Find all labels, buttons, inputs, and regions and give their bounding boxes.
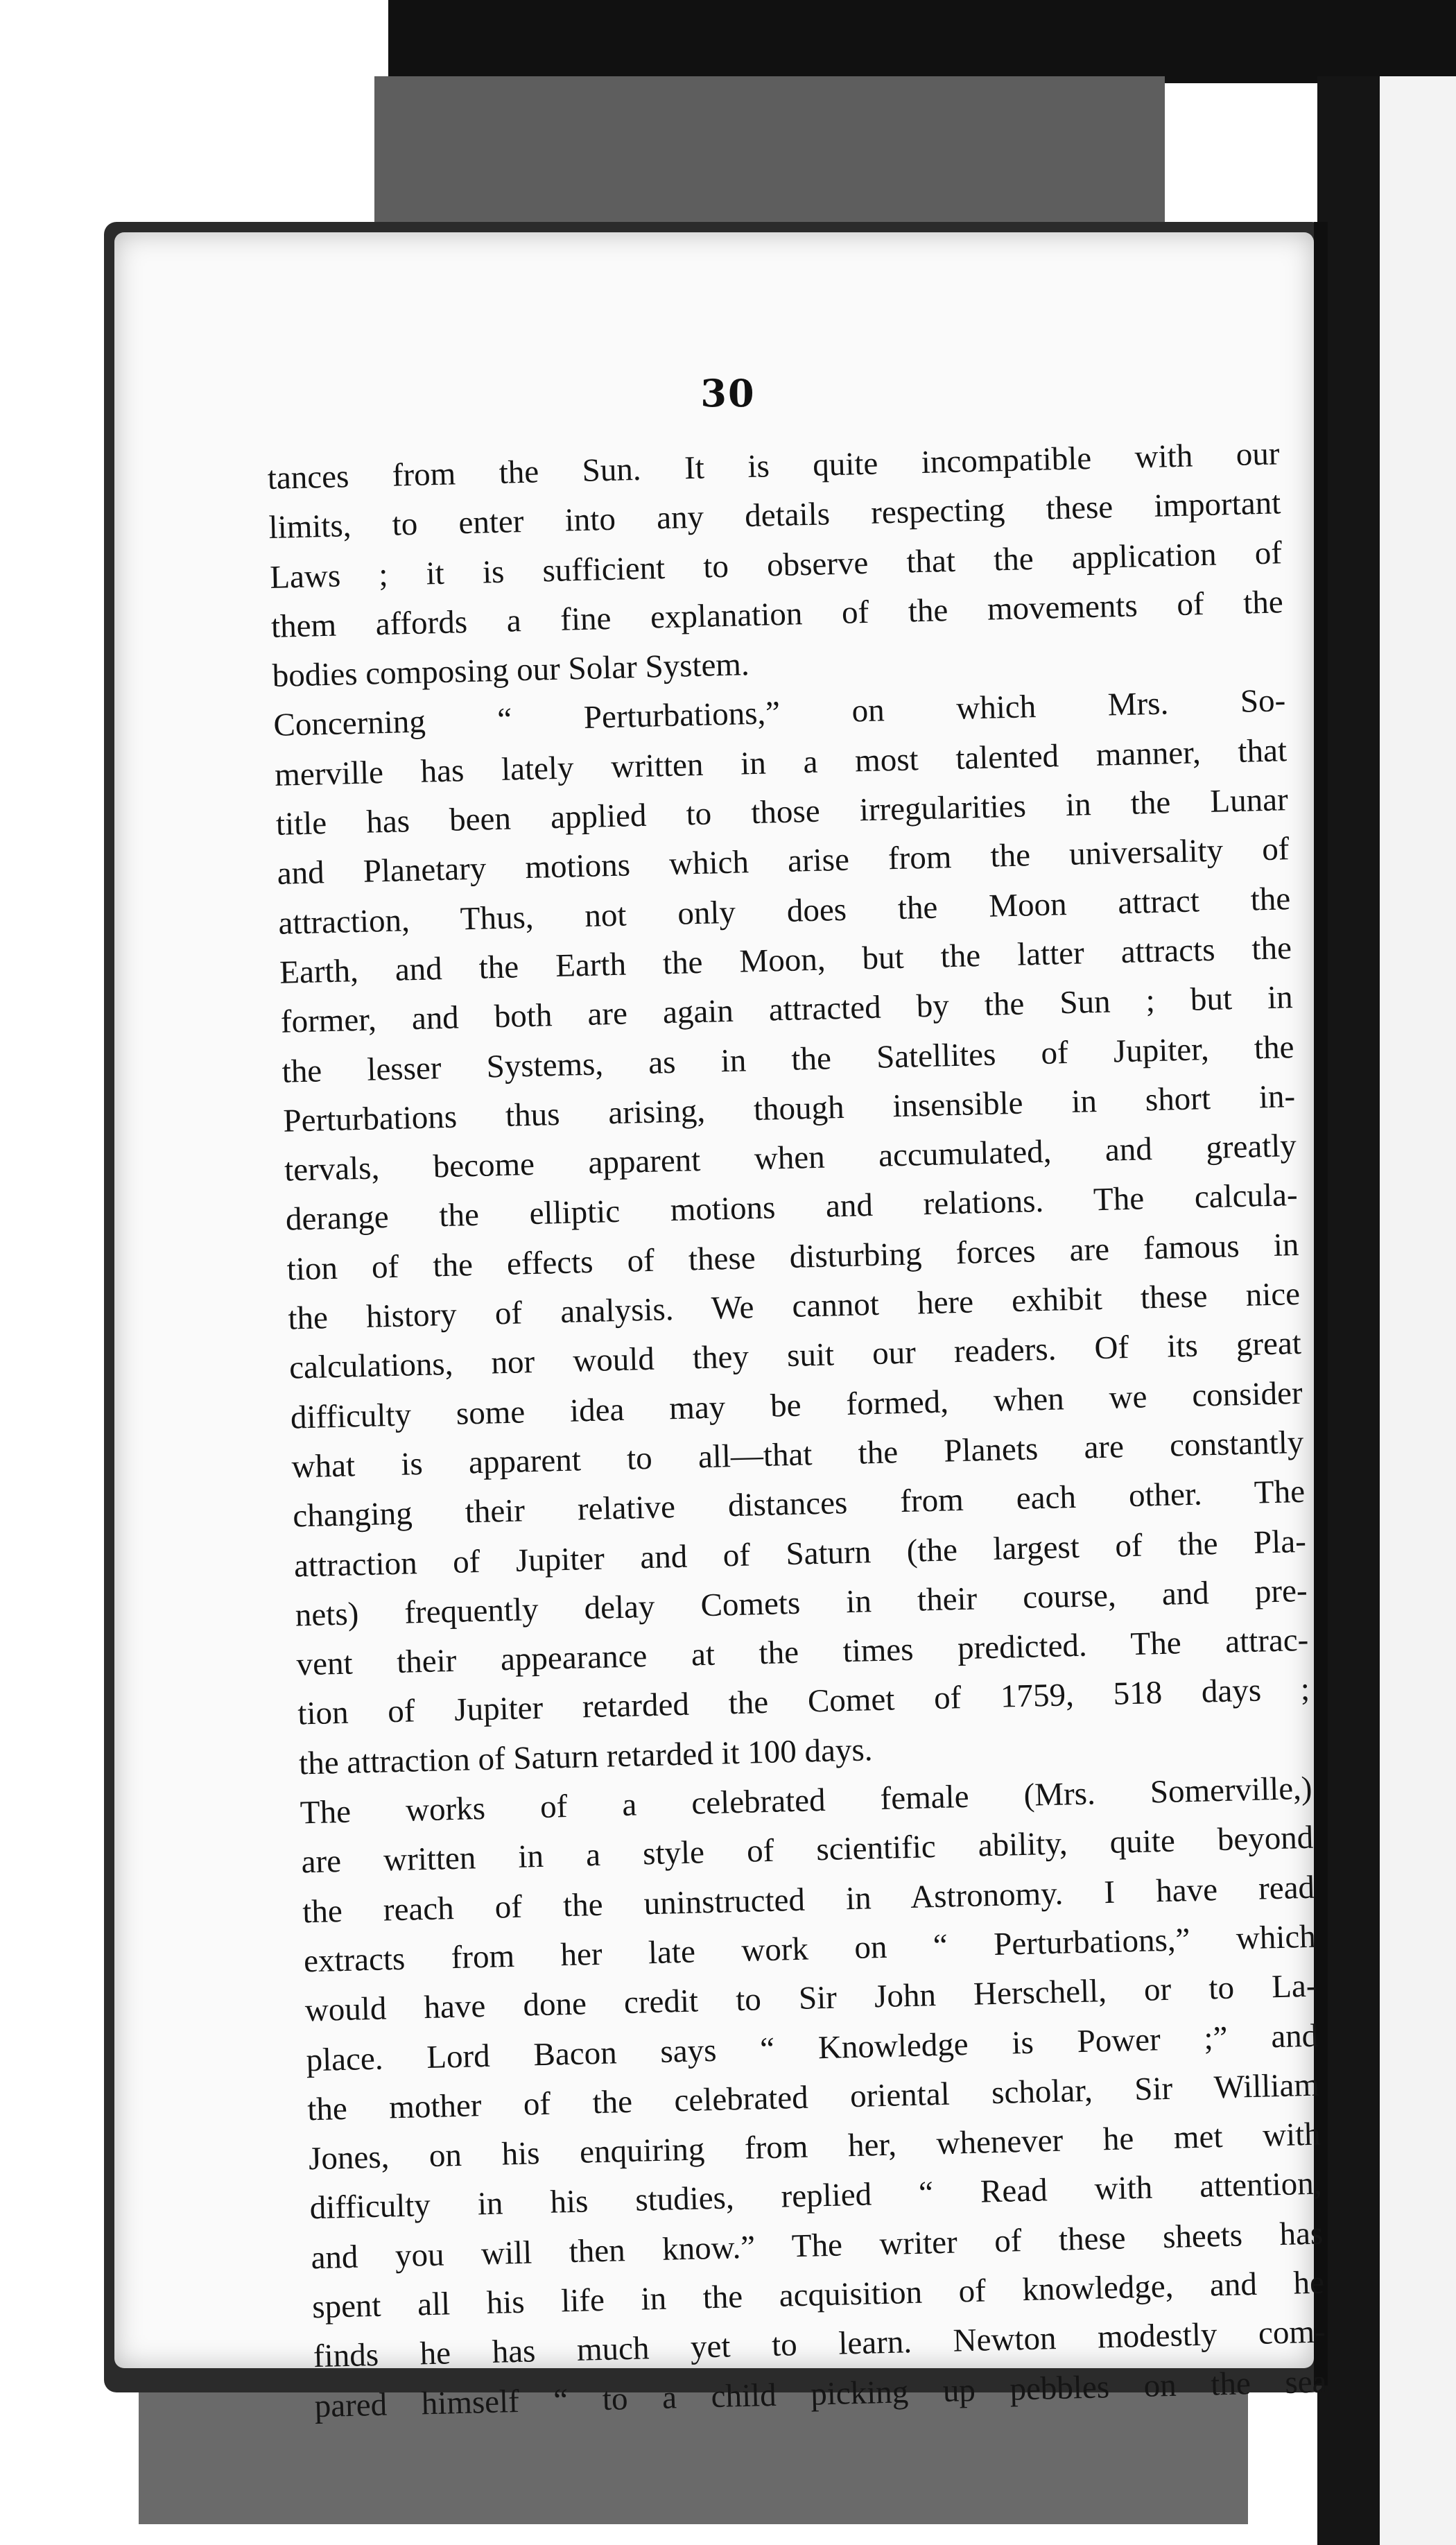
body-text (267, 429, 1327, 2431)
facing-page-margin (1380, 76, 1456, 2545)
text-line: difficulty in his studies, replied “ Read with attention, (309, 2165, 1323, 2227)
text-line: tion of the effects of these disturbing forces are famous in (286, 1226, 1299, 1288)
text-line: calculations, nor would they suit our readers. Of its great (288, 1325, 1302, 1386)
film-border-top (388, 0, 1456, 83)
text-line: merville has lately written in a most talented manner, that (274, 732, 1288, 793)
text-line: Earth, and the Earth the Moon, but the latter attracts the (279, 930, 1292, 991)
text-line: Jones, on his enquiring from her, whenever he met with (308, 2116, 1321, 2177)
text-line: tervals, become apparent when accumulated, and greatly (284, 1128, 1297, 1189)
text-line: Concerning “ Perturbations,” on which Mrs. So- (272, 682, 1286, 744)
text-line: vent their appearance at the times predicted. The attrac- (296, 1621, 1309, 1683)
text-line: tances from the Sun. It is quite incompatible with our (267, 435, 1281, 497)
text-line: what is apparent to all—that the Planets are constantly (291, 1424, 1304, 1485)
text-line: extracts from her late work on “ Perturbations,” which (303, 1918, 1317, 1980)
text-line: title has been applied to those irregularities in the Lunar (275, 782, 1289, 843)
text-line: place. Lord Bacon says “ Knowledge is Power ;” and (305, 2017, 1319, 2078)
text-line: the mother of the celebrated oriental scholar, Sir William (306, 2067, 1320, 2128)
text-line: the attraction of Saturn retarded it 100 days. (298, 1731, 874, 1782)
text-line: attraction of Jupiter and of Saturn (the largest of the Pla- (293, 1523, 1307, 1585)
text-line: them affords a fine explanation of the movements of the (270, 584, 1284, 645)
text-line: The works of a celebrated female (Mrs. Somerville,) (300, 1770, 1313, 1831)
text-line: spent all his life in the acquisition of knowledge, and he (311, 2264, 1325, 2326)
text-line: the lesser Systems, as in the Satellites of Jupiter, the (281, 1028, 1294, 1090)
text-line: and you will then know.” The writer of these sheets has (310, 2215, 1324, 2276)
text-line: the reach of the uninstructed in Astronomy. I have read (302, 1869, 1315, 1930)
text-line: are written in a style of scientific ability, quite beyond (300, 1820, 1314, 1881)
text-line: finds he has much yet to learn. Newton modestly com- (313, 2313, 1326, 2375)
page-number: 30 (700, 371, 756, 415)
text-line: difficulty some idea may be formed, when we consider (290, 1374, 1303, 1436)
text-line: bodies composing our Solar System. (272, 646, 750, 695)
text-line: former, and both are again attracted by the Sun ; but in (280, 979, 1294, 1041)
text-line: the history of analysis. We cannot here exhibit these nice (287, 1276, 1301, 1337)
text-line: Laws ; it is sufficient to observe that the application of (269, 534, 1283, 596)
text-line: and Planetary motions which arise from the universality of (277, 831, 1290, 892)
text-line: Perturbations thus arising, though insensible in short in- (282, 1078, 1296, 1139)
text-line: nets) frequently delay Comets in their course, and pre- (295, 1572, 1308, 1634)
scan-shadow-top (374, 76, 1165, 236)
text-line: changing their relative distances from each other. The (292, 1474, 1306, 1535)
text-line: attraction, Thus, not only does the Moon attract the (277, 880, 1291, 942)
text-line: tion of Jupiter retarded the Comet of 1759, 518 days ; (297, 1671, 1310, 1732)
text-line: limits, to enter into any details respecting these important (268, 485, 1281, 546)
text-line: derange the elliptic motions and relations. The calcula- (285, 1177, 1299, 1239)
text-line: would have done credit to Sir John Herschell, or to La- (304, 1967, 1318, 2029)
text-line: pared himself “ to a child picking up pebbles on the sea (314, 2363, 1327, 2424)
